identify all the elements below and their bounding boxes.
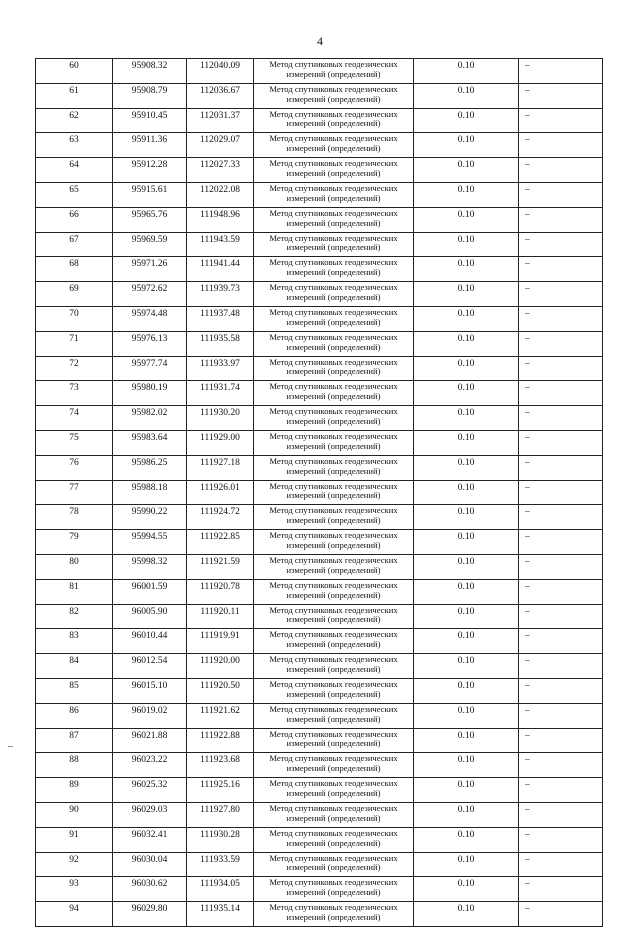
accuracy-cell: 0.10 — [414, 430, 519, 455]
accuracy-cell: 0.10 — [414, 381, 519, 406]
method-cell: Метод спутниковых геодезических измерений (определений) — [254, 331, 414, 356]
point-number-cell: 72 — [36, 356, 113, 381]
coordinate-y-cell: 111927.80 — [187, 802, 254, 827]
coordinate-x-cell: 96032.41 — [113, 827, 187, 852]
point-number-cell: 78 — [36, 505, 113, 530]
accuracy-cell: 0.10 — [414, 331, 519, 356]
accuracy-cell: 0.10 — [414, 480, 519, 505]
method-cell: Метод спутниковых геодезических измерений (определений) — [254, 877, 414, 902]
coordinate-y-cell: 111922.85 — [187, 530, 254, 555]
method-cell: Метод спутниковых геодезических измерений (определений) — [254, 604, 414, 629]
coordinate-y-cell: 111924.72 — [187, 505, 254, 530]
coordinate-y-cell: 111919.91 — [187, 629, 254, 654]
table-row — [36, 232, 603, 257]
table-row — [36, 629, 603, 654]
coordinate-y-cell: 112022.08 — [187, 182, 254, 207]
table-row — [36, 827, 603, 852]
coordinate-y-cell: 111925.16 — [187, 778, 254, 803]
coordinate-x-cell: 96029.03 — [113, 802, 187, 827]
coordinate-x-cell: 95965.76 — [113, 207, 187, 232]
method-cell: Метод спутниковых геодезических измерений (определений) — [254, 356, 414, 381]
coordinate-x-cell: 95983.64 — [113, 430, 187, 455]
coordinate-y-cell: 112031.37 — [187, 108, 254, 133]
method-cell: Метод спутниковых геодезических измерений (определений) — [254, 827, 414, 852]
point-number-cell: 73 — [36, 381, 113, 406]
table-row — [36, 579, 603, 604]
table-row — [36, 877, 603, 902]
accuracy-cell: 0.10 — [414, 356, 519, 381]
coordinate-y-cell: 112027.33 — [187, 158, 254, 183]
point-number-cell: 75 — [36, 430, 113, 455]
method-cell: Метод спутниковых геодезических измерений (определений) — [254, 282, 414, 307]
coordinate-y-cell: 111939.73 — [187, 282, 254, 307]
method-cell: Метод спутниковых геодезических измерений (определений) — [254, 207, 414, 232]
description-cell: – — [519, 753, 603, 778]
table-row — [36, 480, 603, 505]
point-number-cell: 65 — [36, 182, 113, 207]
coordinates-table-body — [36, 59, 603, 927]
point-number-cell: 74 — [36, 406, 113, 431]
coordinate-y-cell: 111937.48 — [187, 306, 254, 331]
description-cell: – — [519, 530, 603, 555]
coordinate-y-cell: 111920.50 — [187, 678, 254, 703]
coordinate-x-cell: 95990.22 — [113, 505, 187, 530]
description-cell: – — [519, 703, 603, 728]
accuracy-cell: 0.10 — [414, 902, 519, 927]
description-cell: – — [519, 133, 603, 158]
accuracy-cell: 0.10 — [414, 827, 519, 852]
accuracy-cell: 0.10 — [414, 629, 519, 654]
point-number-cell: 79 — [36, 530, 113, 555]
method-cell: Метод спутниковых геодезических измерений (определений) — [254, 59, 414, 84]
point-number-cell: 87 — [36, 728, 113, 753]
accuracy-cell: 0.10 — [414, 257, 519, 282]
coordinate-y-cell: 111934.05 — [187, 877, 254, 902]
description-cell: – — [519, 108, 603, 133]
coordinate-y-cell: 111921.59 — [187, 554, 254, 579]
coordinate-x-cell: 95912.28 — [113, 158, 187, 183]
coordinate-y-cell: 112029.07 — [187, 133, 254, 158]
coordinate-y-cell: 111930.28 — [187, 827, 254, 852]
coordinate-y-cell: 112036.67 — [187, 83, 254, 108]
point-number-cell: 94 — [36, 902, 113, 927]
coordinate-y-cell: 111935.14 — [187, 902, 254, 927]
description-cell: – — [519, 59, 603, 84]
coordinate-y-cell: 111943.59 — [187, 232, 254, 257]
method-cell: Метод спутниковых геодезических измерений (определений) — [254, 505, 414, 530]
coordinate-y-cell: 111930.20 — [187, 406, 254, 431]
coordinate-y-cell: 111933.59 — [187, 852, 254, 877]
point-number-cell: 62 — [36, 108, 113, 133]
coordinate-x-cell: 95994.55 — [113, 530, 187, 555]
coordinate-x-cell: 96012.54 — [113, 654, 187, 679]
table-row — [36, 728, 603, 753]
coordinate-x-cell: 96025.32 — [113, 778, 187, 803]
table-row — [36, 133, 603, 158]
accuracy-cell: 0.10 — [414, 182, 519, 207]
method-cell: Метод спутниковых геодезических измерений (определений) — [254, 629, 414, 654]
coordinate-x-cell: 95972.62 — [113, 282, 187, 307]
table-row — [36, 554, 603, 579]
table-row — [36, 604, 603, 629]
coordinate-x-cell: 95998.32 — [113, 554, 187, 579]
coordinate-x-cell: 95974.48 — [113, 306, 187, 331]
table-row — [36, 83, 603, 108]
coordinate-y-cell: 111920.11 — [187, 604, 254, 629]
method-cell: Метод спутниковых геодезических измерений (определений) — [254, 902, 414, 927]
point-number-cell: 92 — [36, 852, 113, 877]
table-row — [36, 406, 603, 431]
coordinate-y-cell: 111931.74 — [187, 381, 254, 406]
coordinate-y-cell: 111933.97 — [187, 356, 254, 381]
method-cell: Метод спутниковых геодезических измерений (определений) — [254, 133, 414, 158]
point-number-cell: 90 — [36, 802, 113, 827]
method-cell: Метод спутниковых геодезических измерений (определений) — [254, 530, 414, 555]
description-cell: – — [519, 232, 603, 257]
coordinates-table — [35, 58, 603, 927]
table-row — [36, 356, 603, 381]
method-cell: Метод спутниковых геодезических измерений (определений) — [254, 579, 414, 604]
coordinate-x-cell: 95969.59 — [113, 232, 187, 257]
accuracy-cell: 0.10 — [414, 158, 519, 183]
point-number-cell: 76 — [36, 455, 113, 480]
description-cell: – — [519, 430, 603, 455]
table-row — [36, 753, 603, 778]
coordinate-x-cell: 95911.36 — [113, 133, 187, 158]
point-number-cell: 86 — [36, 703, 113, 728]
accuracy-cell: 0.10 — [414, 59, 519, 84]
coordinate-x-cell: 96021.88 — [113, 728, 187, 753]
point-number-cell: 69 — [36, 282, 113, 307]
method-cell: Метод спутниковых геодезических измерений (определений) — [254, 678, 414, 703]
point-number-cell: 61 — [36, 83, 113, 108]
description-cell: – — [519, 802, 603, 827]
point-number-cell: 70 — [36, 306, 113, 331]
accuracy-cell: 0.10 — [414, 604, 519, 629]
description-cell: – — [519, 778, 603, 803]
description-cell: – — [519, 83, 603, 108]
coordinate-y-cell: 111926.01 — [187, 480, 254, 505]
coordinate-x-cell: 95976.13 — [113, 331, 187, 356]
description-cell: – — [519, 331, 603, 356]
method-cell: Метод спутниковых геодезических измерений (определений) — [254, 158, 414, 183]
description-cell: – — [519, 455, 603, 480]
description-cell: – — [519, 381, 603, 406]
method-cell: Метод спутниковых геодезических измерений (определений) — [254, 554, 414, 579]
description-cell: – — [519, 158, 603, 183]
point-number-cell: 89 — [36, 778, 113, 803]
description-cell: – — [519, 306, 603, 331]
description-cell: – — [519, 182, 603, 207]
coordinate-x-cell: 96010.44 — [113, 629, 187, 654]
description-cell: – — [519, 728, 603, 753]
coordinate-x-cell: 96030.62 — [113, 877, 187, 902]
accuracy-cell: 0.10 — [414, 579, 519, 604]
point-number-cell: 71 — [36, 331, 113, 356]
method-cell: Метод спутниковых геодезических измерений (определений) — [254, 108, 414, 133]
accuracy-cell: 0.10 — [414, 83, 519, 108]
point-number-cell: 63 — [36, 133, 113, 158]
coordinate-x-cell: 95915.61 — [113, 182, 187, 207]
accuracy-cell: 0.10 — [414, 207, 519, 232]
description-cell: – — [519, 852, 603, 877]
description-cell: – — [519, 579, 603, 604]
point-number-cell: 93 — [36, 877, 113, 902]
description-cell: – — [519, 356, 603, 381]
description-cell: – — [519, 827, 603, 852]
description-cell: – — [519, 654, 603, 679]
description-cell: – — [519, 604, 603, 629]
point-number-cell: 77 — [36, 480, 113, 505]
description-cell: – — [519, 480, 603, 505]
description-cell: – — [519, 629, 603, 654]
method-cell: Метод спутниковых геодезических измерений (определений) — [254, 83, 414, 108]
coordinate-y-cell: 111920.78 — [187, 579, 254, 604]
method-cell: Метод спутниковых геодезических измерений (определений) — [254, 802, 414, 827]
coordinate-x-cell: 96005.90 — [113, 604, 187, 629]
point-number-cell: 60 — [36, 59, 113, 84]
coordinate-x-cell: 95980.19 — [113, 381, 187, 406]
method-cell: Метод спутниковых геодезических измерений (определений) — [254, 406, 414, 431]
method-cell: Метод спутниковых геодезических измерений (определений) — [254, 455, 414, 480]
coordinate-y-cell: 111920.00 — [187, 654, 254, 679]
coordinate-x-cell: 95908.79 — [113, 83, 187, 108]
accuracy-cell: 0.10 — [414, 232, 519, 257]
table-row — [36, 257, 603, 282]
table-row — [36, 654, 603, 679]
coordinate-x-cell: 96019.02 — [113, 703, 187, 728]
coordinate-y-cell: 111922.88 — [187, 728, 254, 753]
table-row — [36, 207, 603, 232]
description-cell: – — [519, 554, 603, 579]
method-cell: Метод спутниковых геодезических измерений (определений) — [254, 430, 414, 455]
point-number-cell: 66 — [36, 207, 113, 232]
coordinate-x-cell: 95910.45 — [113, 108, 187, 133]
point-number-cell: 67 — [36, 232, 113, 257]
table-row — [36, 108, 603, 133]
accuracy-cell: 0.10 — [414, 654, 519, 679]
table-row — [36, 282, 603, 307]
point-number-cell: 81 — [36, 579, 113, 604]
accuracy-cell: 0.10 — [414, 505, 519, 530]
accuracy-cell: 0.10 — [414, 455, 519, 480]
coordinate-y-cell: 112040.09 — [187, 59, 254, 84]
method-cell: Метод спутниковых геодезических измерений (определений) — [254, 778, 414, 803]
table-row — [36, 902, 603, 927]
margin-mark: – — [8, 741, 13, 752]
description-cell: – — [519, 505, 603, 530]
method-cell: Метод спутниковых геодезических измерений (определений) — [254, 480, 414, 505]
method-cell: Метод спутниковых геодезических измерений (определений) — [254, 703, 414, 728]
coordinate-x-cell: 96023.22 — [113, 753, 187, 778]
accuracy-cell: 0.10 — [414, 728, 519, 753]
description-cell: – — [519, 207, 603, 232]
point-number-cell: 82 — [36, 604, 113, 629]
accuracy-cell: 0.10 — [414, 108, 519, 133]
accuracy-cell: 0.10 — [414, 282, 519, 307]
accuracy-cell: 0.10 — [414, 877, 519, 902]
table-row — [36, 430, 603, 455]
description-cell: – — [519, 282, 603, 307]
accuracy-cell: 0.10 — [414, 753, 519, 778]
method-cell: Метод спутниковых геодезических измерений (определений) — [254, 852, 414, 877]
coordinate-y-cell: 111948.96 — [187, 207, 254, 232]
table-row — [36, 778, 603, 803]
description-cell: – — [519, 257, 603, 282]
point-number-cell: 85 — [36, 678, 113, 703]
method-cell: Метод спутниковых геодезических измерений (определений) — [254, 728, 414, 753]
coordinate-y-cell: 111927.18 — [187, 455, 254, 480]
coordinate-x-cell: 95986.25 — [113, 455, 187, 480]
point-number-cell: 88 — [36, 753, 113, 778]
description-cell: – — [519, 678, 603, 703]
table-row — [36, 678, 603, 703]
table-row — [36, 852, 603, 877]
accuracy-cell: 0.10 — [414, 778, 519, 803]
coordinate-x-cell: 95908.32 — [113, 59, 187, 84]
page-number: 4 — [317, 34, 323, 48]
method-cell: Метод спутниковых геодезических измерений (определений) — [254, 381, 414, 406]
point-number-cell: 80 — [36, 554, 113, 579]
coordinate-y-cell: 111941.44 — [187, 257, 254, 282]
method-cell: Метод спутниковых геодезических измерений (определений) — [254, 654, 414, 679]
accuracy-cell: 0.10 — [414, 306, 519, 331]
coordinate-x-cell: 96029.80 — [113, 902, 187, 927]
coordinate-y-cell: 111929.00 — [187, 430, 254, 455]
method-cell: Метод спутниковых геодезических измерений (определений) — [254, 232, 414, 257]
point-number-cell: 84 — [36, 654, 113, 679]
table-row — [36, 381, 603, 406]
coordinate-x-cell: 95971.26 — [113, 257, 187, 282]
table-row — [36, 158, 603, 183]
method-cell: Метод спутниковых геодезических измерений (определений) — [254, 182, 414, 207]
accuracy-cell: 0.10 — [414, 530, 519, 555]
point-number-cell: 91 — [36, 827, 113, 852]
method-cell: Метод спутниковых геодезических измерений (определений) — [254, 753, 414, 778]
description-cell: – — [519, 406, 603, 431]
coordinate-x-cell: 95982.02 — [113, 406, 187, 431]
method-cell: Метод спутниковых геодезических измерений (определений) — [254, 257, 414, 282]
table-row — [36, 182, 603, 207]
point-number-cell: 64 — [36, 158, 113, 183]
coordinate-x-cell: 95988.18 — [113, 480, 187, 505]
accuracy-cell: 0.10 — [414, 133, 519, 158]
table-row — [36, 505, 603, 530]
accuracy-cell: 0.10 — [414, 554, 519, 579]
coordinate-y-cell: 111921.62 — [187, 703, 254, 728]
table-row — [36, 331, 603, 356]
method-cell: Метод спутниковых геодезических измерений (определений) — [254, 306, 414, 331]
table-row — [36, 59, 603, 84]
coordinate-x-cell: 96030.04 — [113, 852, 187, 877]
accuracy-cell: 0.10 — [414, 852, 519, 877]
coordinate-y-cell: 111923.68 — [187, 753, 254, 778]
accuracy-cell: 0.10 — [414, 703, 519, 728]
table-row — [36, 455, 603, 480]
coordinate-x-cell: 96001.59 — [113, 579, 187, 604]
accuracy-cell: 0.10 — [414, 802, 519, 827]
accuracy-cell: 0.10 — [414, 406, 519, 431]
point-number-cell: 83 — [36, 629, 113, 654]
coordinate-y-cell: 111935.58 — [187, 331, 254, 356]
coordinate-x-cell: 96015.10 — [113, 678, 187, 703]
table-row — [36, 703, 603, 728]
description-cell: – — [519, 902, 603, 927]
table-row — [36, 802, 603, 827]
description-cell: – — [519, 877, 603, 902]
table-row — [36, 530, 603, 555]
coordinate-x-cell: 95977.74 — [113, 356, 187, 381]
accuracy-cell: 0.10 — [414, 678, 519, 703]
point-number-cell: 68 — [36, 257, 113, 282]
table-row — [36, 306, 603, 331]
